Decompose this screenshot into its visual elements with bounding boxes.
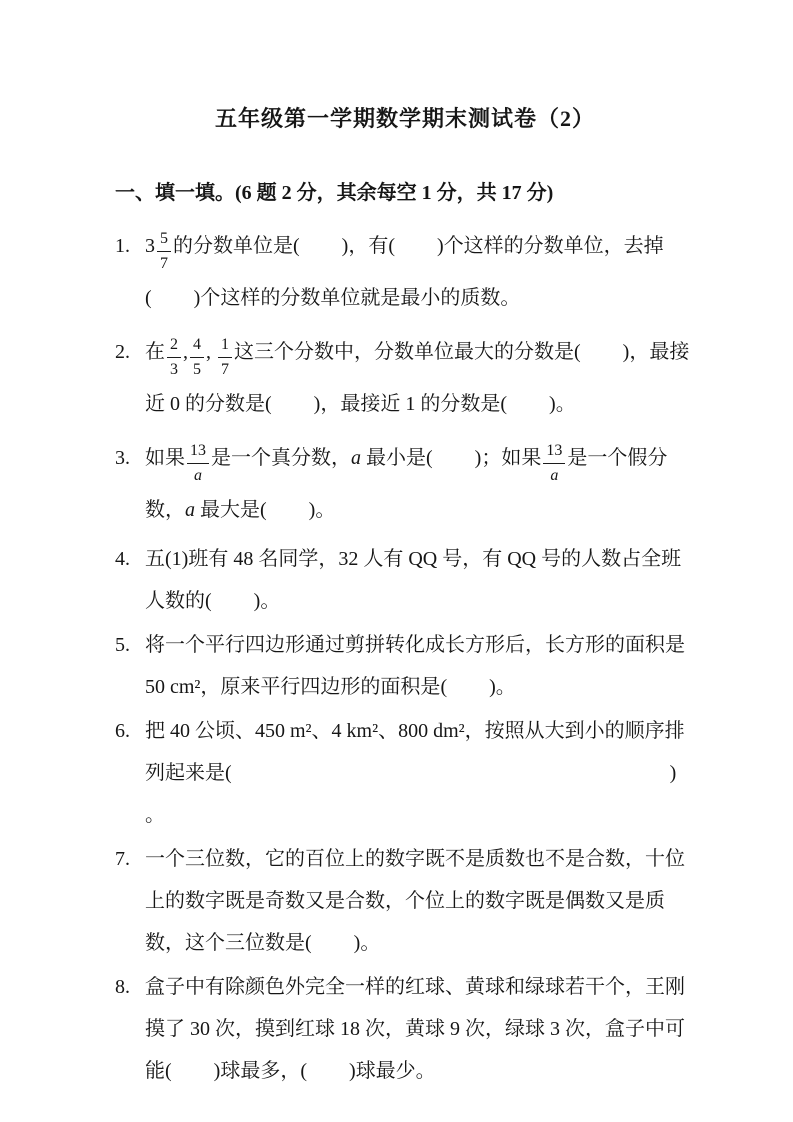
fraction-numerator: 1 [221,336,229,353]
question-number: 1. [115,235,130,257]
answer-blank: ( ) [145,287,201,309]
fraction-numerator: 5 [160,230,168,247]
question-number: 2. [115,341,130,363]
question-text: 五(1)班有 48 名同学，32 人有 QQ 号，有 QQ 号的人数占全班人数的( )。 [145,548,681,612]
fraction [187,443,209,484]
answer-blank: ( ) [574,341,630,363]
question-number: 6. [115,720,130,742]
fraction-denominator: a [187,463,209,484]
question-item [115,432,695,536]
question-item [115,838,695,964]
math-variable: a [351,447,361,469]
fraction-numerator: 13 [546,442,563,459]
fraction-numerator: 4 [193,336,201,353]
answer-blank: ( ) [205,590,261,612]
fraction-denominator: 5 [190,357,204,378]
question-item [115,326,695,430]
question-number: 8. [115,976,130,998]
answer-blank: ( ) [293,235,349,257]
question-item [115,220,695,324]
fraction [190,337,204,378]
fraction [157,231,171,272]
question-text: 把 40 公顷、450 m²、4 km²、800 dm²，按照从大到小的顺序排列起来是( )。 [145,720,685,826]
math-variable: a [185,499,195,521]
section-title: 一、填一填。 [115,182,235,204]
page-title: 五年级第一学期数学期末测试卷（2） [214,106,595,131]
question-number: 7. [115,848,130,870]
question-number: 4. [115,548,130,570]
answer-blank: ( ) [440,676,496,698]
fraction-denominator: 3 [167,357,181,378]
question-text: 在 $\frac{2}{3}$ , $\frac{4}{5}$ , $\frac{1}{7}$ 这三个分数中，分数单位最大的分数是( )，最接近 0 的分数是( )，最接近 1 的分数是( )。 [145,341,689,415]
question-number: 5. [115,634,130,656]
section-score-note: (6 题 2 分，其余每空 1 分，共 17 分) [235,182,554,204]
question-number: 3. [115,447,130,469]
question-item [115,710,695,836]
answer-blank: ( ) [300,1060,356,1082]
fraction-denominator: 7 [218,357,232,378]
question-text: 一个三位数，它的百位上的数字既不是质数也不是合数，十位上的数字既是奇数又是合数，个位上的数字既是偶数又是质数，这个三位数是( )。 [145,848,685,954]
answer-blank: ( ) [260,499,316,521]
answer-blank: ( ) [305,932,361,954]
answer-blank: ( ) [225,762,677,784]
question-text: 3 $\frac{5}{7}$ 的分数单位是( )，有( )个这样的分数单位，去掉( )个这样的分数单位就是最小的质数。 [145,235,664,309]
question-item [115,538,695,622]
answer-blank: ( ) [165,1060,221,1082]
answer-blank: ( ) [426,447,482,469]
question-item [115,966,695,1092]
question-text: 盒子中有除颜色外完全一样的红球、黄球和绿球若干个，王刚摸了 30 次，摸到红球 18 次，黄球 9 次，绿球 3 次，盒子中可能( )球最多，( )球最少。 [145,976,685,1082]
question-text: 如果 $\frac{13}{a}$ 是一个真分数，a 最小是( )；如果 $\frac{13}{a}$ 是一个假分数，a 最大是( )。 [145,447,667,521]
fraction-numerator: 13 [190,442,206,459]
fraction-numerator: 2 [170,336,178,353]
fraction [167,337,181,378]
fraction-denominator: a [543,463,565,484]
answer-blank: ( ) [388,235,444,257]
fraction [218,337,232,378]
question-list [115,220,695,1092]
fraction [543,443,565,484]
question-item [115,624,695,708]
question-text: 将一个平行四边形通过剪拼转化成长方形后，长方形的面积是 50 cm²，原来平行四边形的面积是( )。 [145,634,685,698]
answer-blank: ( ) [265,393,321,415]
section-header [115,178,695,208]
answer-blank: ( ) [500,393,556,415]
fraction-denominator: 7 [157,251,171,272]
